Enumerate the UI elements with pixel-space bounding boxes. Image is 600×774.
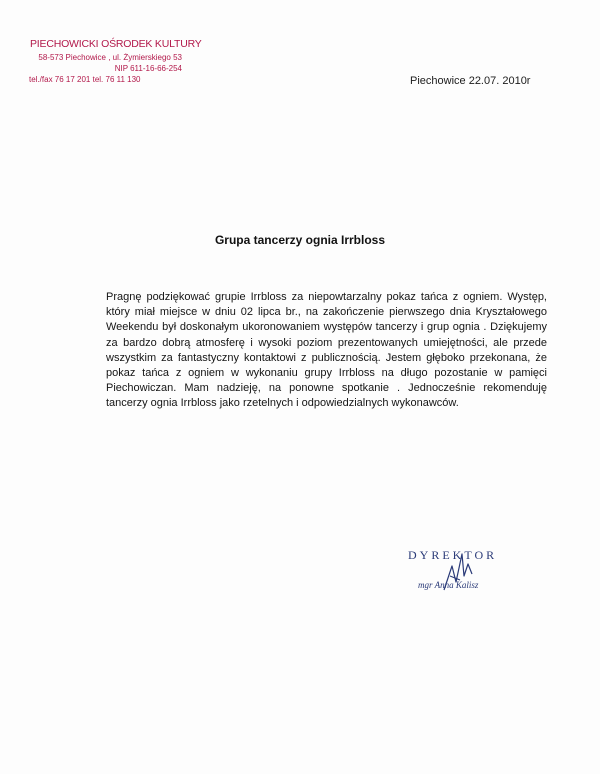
letter-title: Grupa tancerzy ognia Irrbloss [214, 233, 386, 247]
letterhead [22, 38, 202, 85]
organization-address: 58-573 Piechowice , ul. Żymierskiego 53 [38, 53, 182, 62]
organization-nip: NIP 611-16-66-254 [114, 64, 182, 73]
organization-phone: tel./fax 76 17 201 tel. 76 11 130 [29, 75, 141, 84]
organization-name: PIECHOWICKI OŚRODEK KULTURY [30, 38, 202, 50]
stamp-name: mgr Anna Kalisz [418, 580, 479, 590]
signature-stamp [400, 546, 550, 606]
stamp-title: DYREKTOR [408, 548, 498, 562]
place-date: Piechowice 22.07. 2010r [410, 75, 531, 87]
letter-body [106, 290, 547, 412]
body-paragraph: Pragnę podziękować grupie Irrbloss za niepowtarzalny pokaz tańca z ogniem. Występ, który miał miejsce w dniu 02 lipca br., na zakończenie pierwszego dnia Kryształowego Weekendu był doskonałym ukoronowaniem występów tancerzy i grup ognia . Dziękujemy za bardzo dobrą atmosferę i wysoki poziom prezentowanych umiejętności, ale przede wszystkim za fantastyczny kontaktowi z publicznością. Jestem głęboko przekonana, że pokaz tańca z ogniem w wykonaniu grupy Irrbloss na długo pozostanie w pamięci Piechowiczan. Mam nadzieję, na ponowne spotkanie . Jednocześnie rekomenduję tancerzy ognia Irrbloss jako rzetelnych i odpowiedzialnych wykonawców. [106, 291, 547, 410]
handwritten-signature [438, 546, 478, 596]
